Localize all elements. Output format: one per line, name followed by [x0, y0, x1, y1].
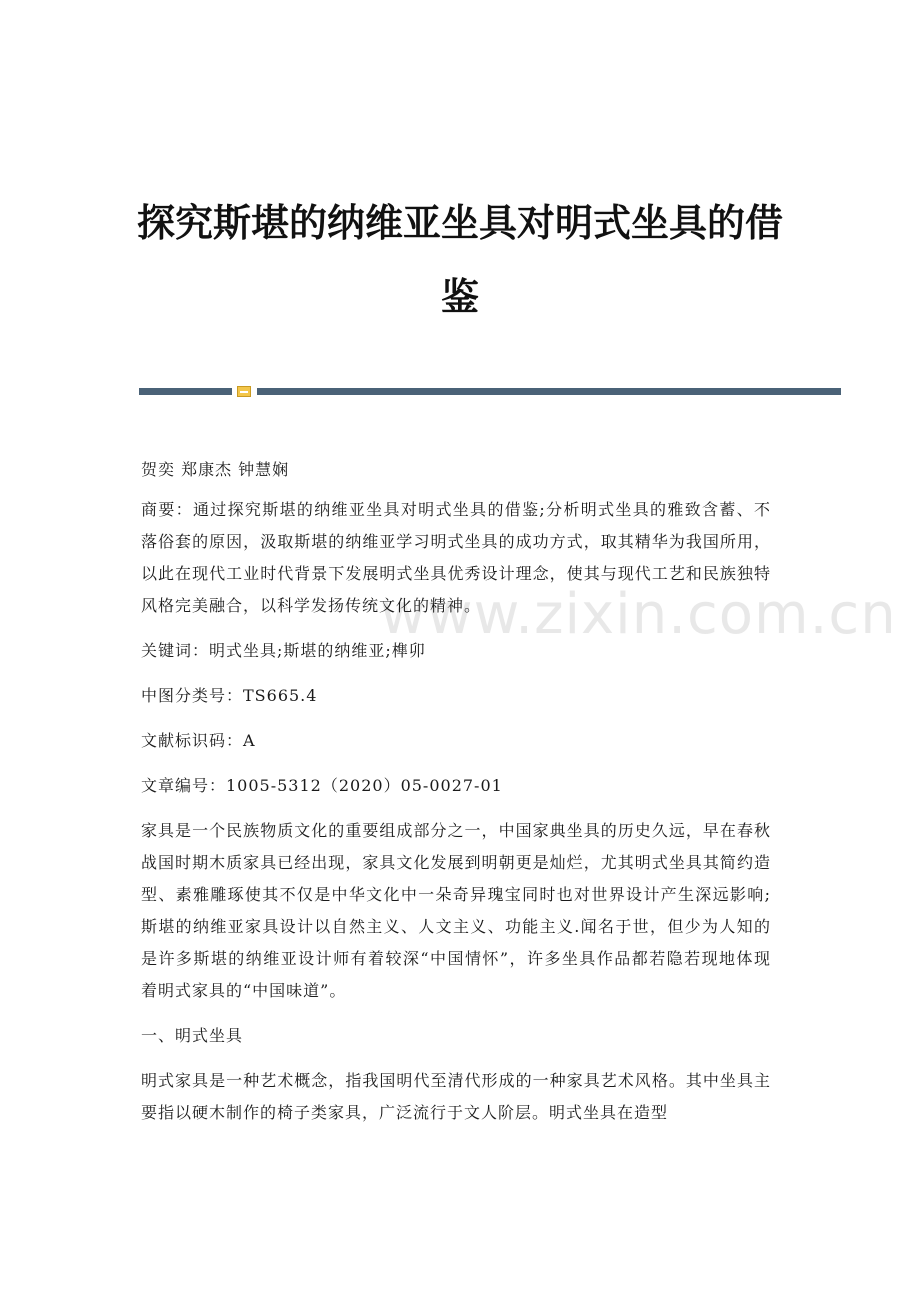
document-title — [100, 186, 820, 334]
intro-paragraph: 家具是一个民族物质文化的重要组成部分之一，中国家典坐具的历史久远，早在春秋战国时期木质家具已经出现，家具文化发展到明朝更是灿烂，尤其明式坐具其简约造型、素雅雕琢使其不仅是中华文化中一朵奇异瑰宝同时也对世界设计产生深远影响;斯堪的纳维亚家具设计以自然主义、人文主义、功能主义.闻名于世，但少为人知的是许多斯堪的纳维亚设计师有着较深“中国情怀”，许多坐具作品都若隐若现地体现着明式家具的“中国味道”。 — [141, 821, 771, 1000]
title-line-1: 探究斯堪的纳维亚坐具对明式坐具的借 — [136, 201, 783, 245]
article-number: 文章编号：1005-5312（2020）05-0027-01 — [141, 776, 503, 795]
authors: 贺奕 郑康杰 钟慧娴 — [141, 460, 290, 479]
document-body — [141, 454, 771, 1129]
section-paragraph: 明式家具是一种艺术概念，指我国明代至清代形成的一种家具艺术风格。其中坐具主要指以硬木制作的椅子类家具，广泛流行于文人阶层。明式坐具在造型 — [141, 1071, 771, 1122]
divider-bar-left — [139, 388, 232, 395]
keywords: 关键词：明式坐具;斯堪的纳维亚;榫卯 — [141, 641, 426, 660]
section-heading: 一、明式坐具 — [141, 1026, 244, 1045]
document-code: 文献标识码：A — [141, 731, 256, 750]
title-divider — [139, 386, 841, 396]
abstract: 商要：通过探究斯堪的纳维亚坐具对明式坐具的借鉴;分析明式坐具的雅致含蓄、不落俗套的原因，汲取斯堪的纳维亚学习明式坐具的成功方式，取其精华为我国所用，以此在现代工业时代背景下发展明式坐具优秀设计理念，使其与现代工艺和民族独特风格完美融合，以科学发扬传统文化的精神。 — [141, 500, 771, 615]
watermark: www.zixin.com.cn — [380, 582, 897, 647]
divider-mark-icon — [237, 386, 251, 397]
title-line-2: 鉴 — [440, 275, 479, 319]
divider-bar-right — [257, 388, 841, 395]
classification-number: 中图分类号：TS665.4 — [141, 686, 318, 705]
